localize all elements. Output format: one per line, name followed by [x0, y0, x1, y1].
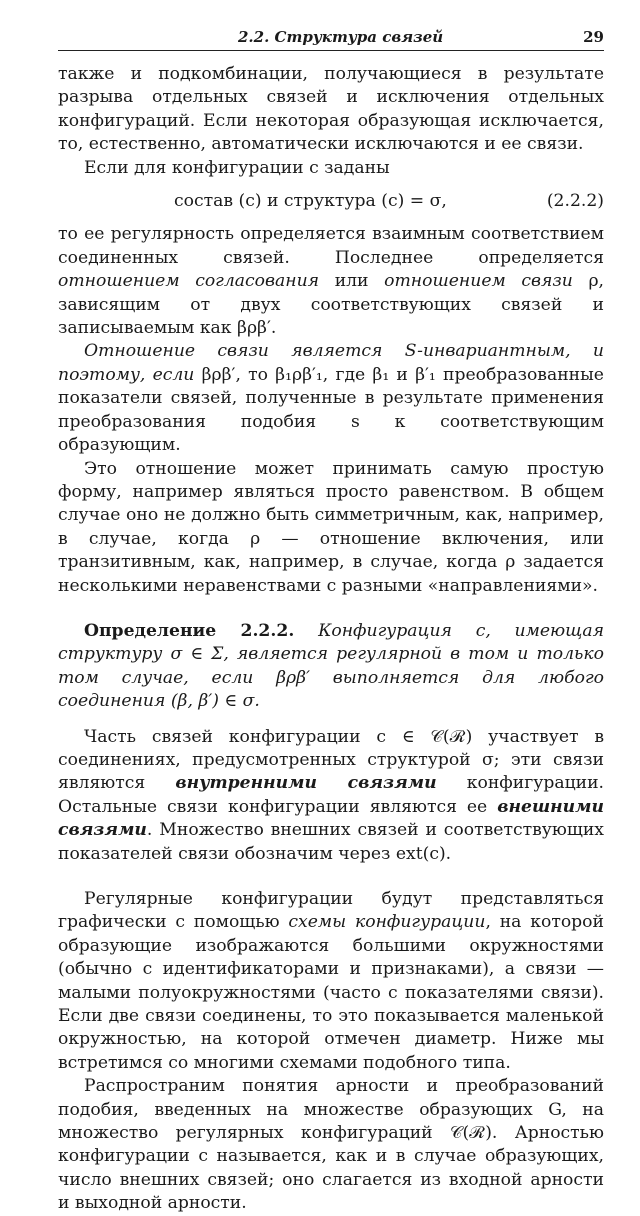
p3-text-a: то ее регулярность определяется взаимным соответствием соединенных связей. Последнее определяется [58, 224, 604, 268]
p7-term-scheme: схемы конфигурации [288, 912, 486, 933]
book-page [58, 28, 604, 1216]
p3-term-bond-relation: отношением связи [384, 271, 573, 292]
p4-italic-lead: Отношение связи является S-инвариантным, и поэтому, если [58, 341, 604, 385]
page-body [58, 63, 604, 1216]
spacer [58, 598, 604, 620]
p3-text-e: ρ, зависящим от двух соответствующих связей и записываемым как βρβ′. [58, 271, 605, 339]
p6-text-c: конфигурации. Остальные связи конфигурации являются ее [58, 773, 604, 817]
formula-expression: состав (c) и структура (c) = σ, [174, 191, 447, 212]
paragraph-5: Это отношение может принимать самую простую форму, например являться просто равенством. В общем случае оно не должно быть симметричным, как, например, в случае, когда ρ — отношение включения, или транзитивным, как, например, в случае, когда ρ задается несколькими неравенствами с разными «направлениями». [58, 458, 604, 596]
p7-text-c: , на которой образующие изображаются большими окружностями (обычно с идентификаторами и признаками), а связи — малыми полуокружностями (часто с показателями связи). Если две связи соединены, то это показывается маленькой окружностью, на которой отмечен диаметр. Ниже мы встретимся со многими схемами подобного типа. [58, 912, 604, 1073]
p6-term-external: внешними связями [58, 796, 604, 841]
section-title: 2.2. Структура связей [238, 28, 444, 46]
paragraph-3 [58, 223, 604, 340]
paragraph-1: также и подкомбинации, получающиеся в результате разрыва отдельных связей и исключения отдельных конфигураций. Если некоторая образующая исключается, то, естественно, автоматически исключаются и ее связи. [58, 64, 604, 155]
running-header [58, 28, 604, 51]
page-number: 29 [583, 28, 604, 46]
formula-number: (2.2.2) [546, 191, 604, 212]
p6-term-internal: внутренними связями [175, 773, 437, 794]
paragraph-4 [58, 340, 604, 457]
spacer [58, 714, 604, 726]
p3-term-agreement: отношением согласования [58, 271, 320, 292]
p6-text-a: Часть связей конфигурации c ∈ 𝒞(ℛ) участвует в соединениях, предусмотренных структурой σ; эти связи являются [58, 726, 604, 794]
definition-text: Конфигурация c, имеющая структуру σ ∈ Σ, является регулярной в том и только том случае, если βρβ′ выполняется для любого соединения (β, β′) ∈ σ. [58, 620, 604, 712]
definition-2-2-2 [58, 620, 604, 714]
formula-2-2-2 [58, 190, 604, 213]
paragraph-6 [58, 726, 604, 866]
spacer [58, 866, 604, 888]
paragraph-7 [58, 888, 604, 1075]
definition-label: Определение 2.2.2. [84, 620, 295, 641]
p6-text-e: . Множество внешних связей и соответствующих показателей связи обозначим через ext(c). [58, 820, 604, 864]
p3-text-c: или [319, 271, 385, 292]
p7-text-a: Регулярные конфигурации будут представляться графически с помощью [58, 889, 604, 933]
p4-text: βρβ′, то β₁ρβ′₁, где β₁ и β′₁ преобразованные показатели связей, полученные в результате применения преобразования подобия s к соответствующим образующим. [58, 364, 604, 456]
paragraph-8: Распространим понятия арности и преобразований подобия, введенных на множестве образующих G, на множество регулярных конфигураций 𝒞(ℛ). Арностью конфигурации c называется, как и в случае образующих, число внешних связей; оно слагается из входной арности и выходной арности. [58, 1076, 604, 1214]
paragraph-2: Если для конфигурации c заданы [84, 157, 390, 178]
